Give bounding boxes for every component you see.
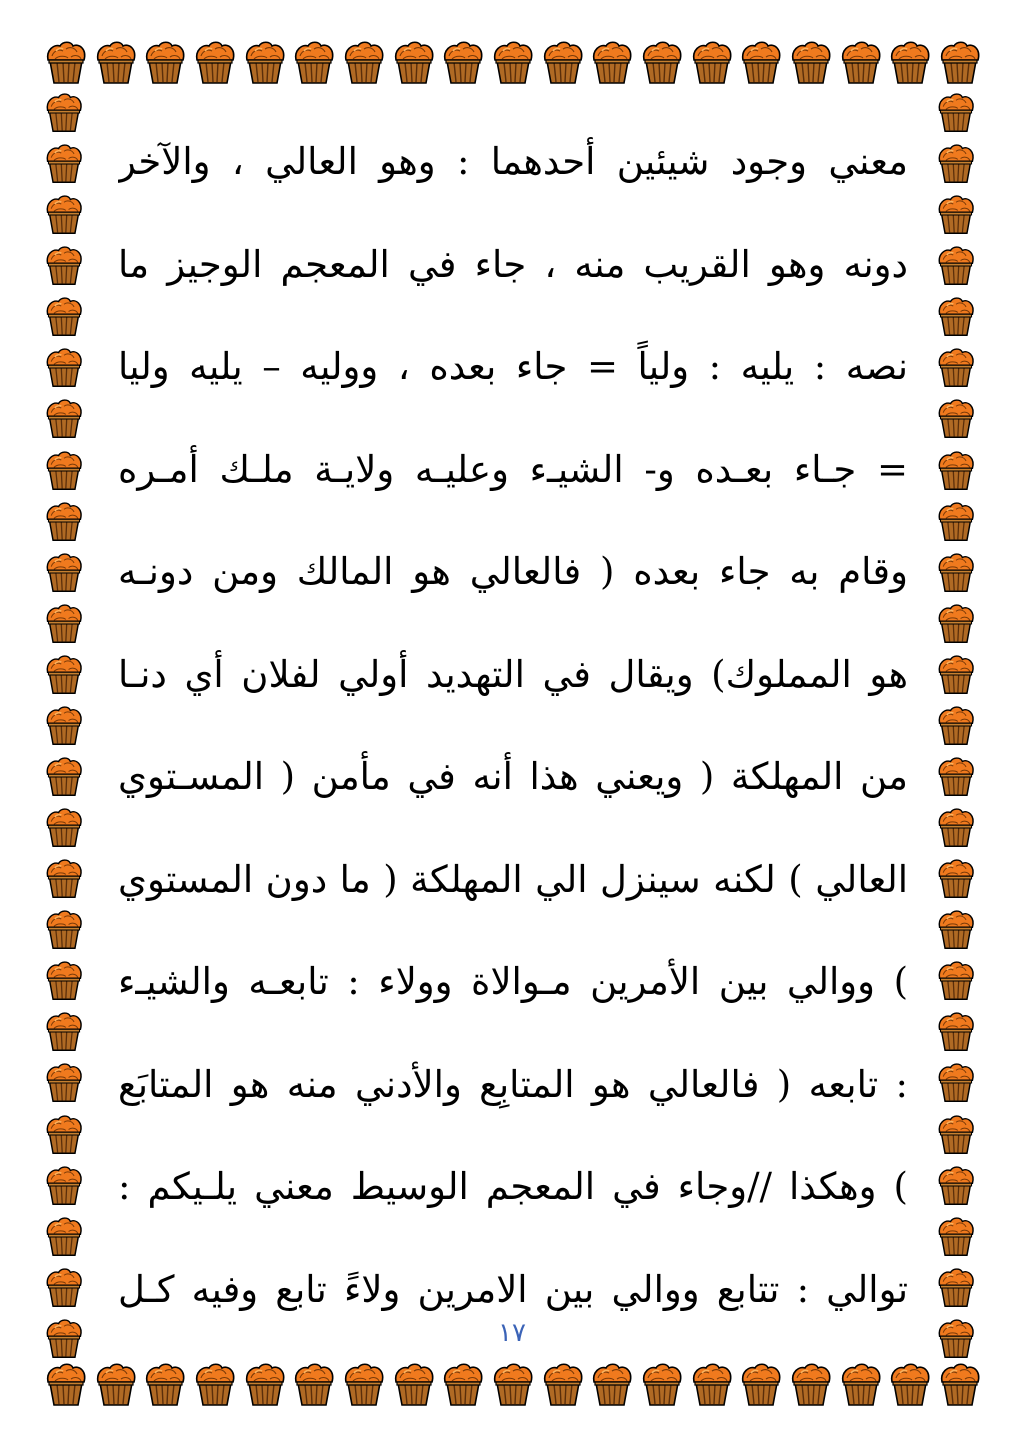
cupcake-icon [42, 552, 86, 594]
text-line: : تابعه ( فالعالي هو المتابِع والأدني منه هو المتابَع [118, 1062, 908, 1106]
text-line: هو المملوك) ويقال في التهديد أولي لفلان أي دنـا [118, 652, 908, 696]
cupcake-icon [42, 807, 86, 849]
cupcake-icon [934, 296, 978, 338]
cupcake-icon [42, 450, 86, 492]
cupcake-icon [690, 40, 734, 86]
cupcake-icon [839, 1362, 883, 1408]
cupcake-icon [42, 603, 86, 645]
cupcake-icon [934, 705, 978, 747]
cupcake-icon [934, 1267, 978, 1309]
cupcake-icon [640, 1362, 684, 1408]
cupcake-icon [934, 552, 978, 594]
cupcake-icon [888, 40, 932, 86]
cupcake-icon [934, 92, 978, 134]
cupcake-icon [934, 501, 978, 543]
cupcake-icon [934, 654, 978, 696]
text-line: ) ووالي بين الأمرين مـوالاة وولاء : تابعـه والشيـء [118, 960, 908, 1003]
cupcake-icon [934, 1318, 978, 1360]
cupcake-icon [42, 92, 86, 134]
text-line: نصه : يليه : ولياً = جاء بعده ، ووليه – يليه وليا [118, 345, 908, 388]
cupcake-icon [42, 143, 86, 185]
cupcake-icon [42, 501, 86, 543]
cupcake-icon [541, 40, 585, 86]
cupcake-icon [42, 654, 86, 696]
cupcake-icon [888, 1362, 932, 1408]
cupcake-icon [938, 40, 982, 86]
cupcake-icon [934, 1011, 978, 1053]
cupcake-icon [739, 1362, 783, 1408]
cupcake-icon [42, 960, 86, 1002]
cupcake-icon [640, 40, 684, 86]
cupcake-icon [42, 398, 86, 440]
text-line: توالي : تتابع ووالي بين الامرين ولاءً تابع وفيه كـل [118, 1267, 908, 1311]
text-line: من المهلكة ( ويعني هذا أنه في مأمن ( المسـتوي [118, 755, 908, 798]
cupcake-icon [44, 1362, 88, 1408]
text-line: دونه وهو القريب منه ، جاء في المعجم الوجيز ما [118, 242, 908, 286]
cupcake-icon [934, 807, 978, 849]
border-left-column [42, 92, 96, 1360]
page-body-text [118, 120, 908, 1350]
cupcake-icon [392, 40, 436, 86]
cupcake-icon [690, 1362, 734, 1408]
cupcake-icon [789, 1362, 833, 1408]
cupcake-icon [392, 1362, 436, 1408]
border-bottom-row [44, 1362, 982, 1414]
cupcake-icon [94, 1362, 138, 1408]
text-line: العالي ) لكنه سينزل الي المهلكة ( ما دون المستوي [118, 857, 908, 901]
cupcake-icon [934, 1114, 978, 1156]
cupcake-icon [42, 296, 86, 338]
cupcake-icon [42, 1011, 86, 1053]
cupcake-icon [42, 1318, 86, 1360]
cupcake-icon [491, 40, 535, 86]
cupcake-icon [42, 347, 86, 389]
cupcake-icon [292, 40, 336, 86]
cupcake-icon [42, 1267, 86, 1309]
cupcake-icon [934, 909, 978, 951]
cupcake-icon [739, 40, 783, 86]
cupcake-icon [934, 143, 978, 185]
cupcake-icon [934, 194, 978, 236]
cupcake-icon [441, 1362, 485, 1408]
cupcake-icon [934, 450, 978, 492]
cupcake-icon [42, 1062, 86, 1104]
cupcake-icon [934, 858, 978, 900]
cupcake-icon [44, 40, 88, 86]
cupcake-icon [934, 245, 978, 287]
cupcake-icon [938, 1362, 982, 1408]
cupcake-icon [243, 1362, 287, 1408]
cupcake-icon [143, 1362, 187, 1408]
cupcake-icon [94, 40, 138, 86]
cupcake-icon [541, 1362, 585, 1408]
cupcake-icon [934, 603, 978, 645]
cupcake-icon [934, 398, 978, 440]
cupcake-icon [243, 40, 287, 86]
cupcake-icon [143, 40, 187, 86]
cupcake-icon [42, 1165, 86, 1207]
page-number: ١٧ [498, 1318, 526, 1348]
cupcake-icon [42, 909, 86, 951]
cupcake-icon [42, 194, 86, 236]
cupcake-icon [42, 245, 86, 287]
text-line: معني وجود شيئين أحدهما : وهو العالي ، والآخر [118, 140, 908, 183]
cupcake-icon [193, 1362, 237, 1408]
cupcake-icon [934, 1165, 978, 1207]
cupcake-icon [491, 1362, 535, 1408]
cupcake-icon [42, 756, 86, 798]
cupcake-icon [934, 347, 978, 389]
cupcake-icon [934, 1216, 978, 1258]
text-line: ) وهكذا //وجاء في المعجم الوسيط معني يلـيكم : [118, 1165, 908, 1208]
cupcake-icon [590, 1362, 634, 1408]
cupcake-icon [839, 40, 883, 86]
cupcake-icon [342, 1362, 386, 1408]
cupcake-icon [934, 960, 978, 1002]
cupcake-icon [42, 858, 86, 900]
cupcake-icon [342, 40, 386, 86]
cupcake-icon [193, 40, 237, 86]
cupcake-icon [934, 756, 978, 798]
border-right-column [934, 92, 988, 1360]
cupcake-icon [934, 1062, 978, 1104]
border-top-row [44, 40, 982, 92]
text-line: = جـاء بعـده و- الشيـء وعليـه ولايـة ملـك أمـره [118, 447, 908, 491]
text-line: وقام به جاء بعده ( فالعالي هو المالك ومن دونـه [118, 550, 908, 593]
cupcake-icon [42, 1216, 86, 1258]
cupcake-icon [789, 40, 833, 86]
cupcake-icon [42, 705, 86, 747]
cupcake-icon [292, 1362, 336, 1408]
cupcake-icon [42, 1114, 86, 1156]
cupcake-icon [590, 40, 634, 86]
cupcake-icon [441, 40, 485, 86]
